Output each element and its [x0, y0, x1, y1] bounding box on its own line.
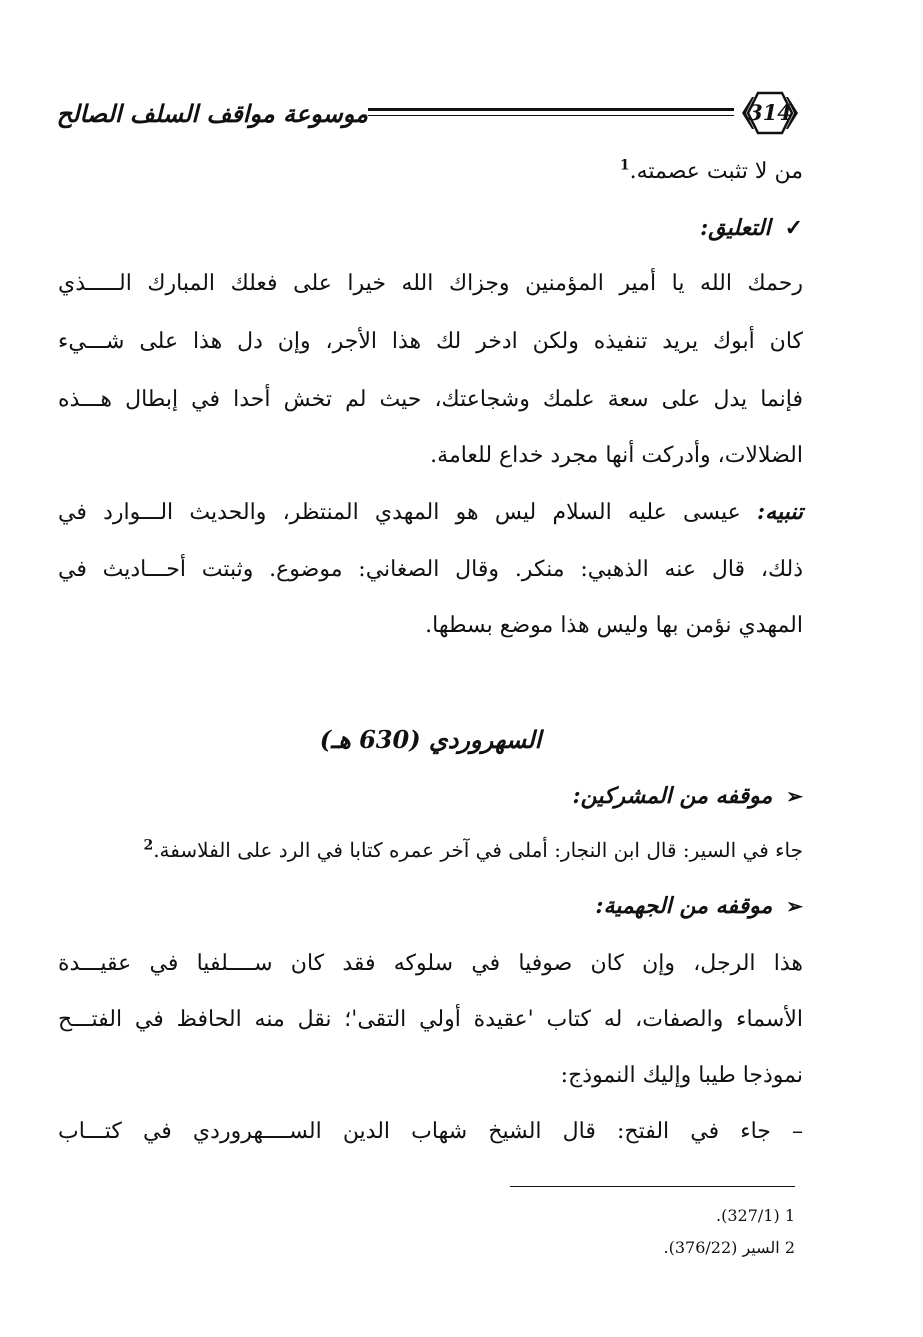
comment-heading: ✓التعليق: — [58, 208, 803, 248]
text-line: الضلالات، وأدركت أنها مجرد خداع للعامة. — [430, 443, 803, 468]
note-line: تنبيه: عيسى عليه السلام ليس هو المهدي المنتظر، والحديث الـــوارد في — [58, 499, 803, 525]
text-line: هذا الرجل، وإن كان صوفيا في سلوكه فقد كان ســــلفيا في عقيـــدة — [58, 951, 803, 976]
text-line: – جاء في الفتح: قال الشيخ شهاب الدين الســــهروردي في كتـــاب — [58, 1119, 803, 1144]
text-line: ذلك، قال عنه الذهبي: منكر. وقال الصغاني: موضوع. وثبتت أحـــاديث في — [58, 557, 803, 582]
text-line: المهدي نؤمن بها وليس هذا موضع بسطها. — [425, 613, 803, 638]
check-icon: ✓ — [784, 215, 803, 241]
footnote-2 — [400, 1236, 795, 1260]
arrow-head-icon: ➢ — [786, 784, 803, 808]
arrow-head-icon: ➢ — [786, 894, 803, 918]
text-line: من لا تثبت عصمته.$^1$ — [619, 157, 803, 184]
subheading-mushrikin: ➢موقفه من المشركين: — [58, 776, 803, 816]
section-title: السهروردي (630 هـ) — [319, 725, 542, 754]
page-header — [50, 88, 820, 150]
footnote-ref: 1 — [619, 157, 630, 174]
subheading-jahmiyya: ➢موقفه من الجهمية: — [58, 886, 803, 926]
book-title: موسوعة مواقف السلف الصالح — [56, 99, 368, 128]
note-label: تنبيه: — [757, 499, 803, 525]
text-line: رحمك الله يا أمير المؤمنين وجزاك الله خيرا على فعلك المبارك الـــــذي — [58, 271, 803, 296]
text-line: نموذجا طيبا وإليك النموذج: — [560, 1063, 803, 1088]
text-line: جاء في السير: قال ابن النجار: أملى في آخر عمره كتابا في الرد على الفلاسفة.$^2$ — [143, 837, 803, 862]
footnote-text: السير (376/22). — [663, 1238, 780, 1257]
footnote-rule — [510, 1186, 795, 1187]
header-rule — [368, 108, 734, 111]
footnote-number: 1 — [784, 1206, 795, 1225]
text-line: الأسماء والصفات، له كتاب 'عقيدة أولي التقى'؛ نقل منه الحافظ في الفتـــح — [58, 1007, 803, 1032]
page-number: 314 — [748, 100, 792, 125]
header-rule-thin — [368, 115, 734, 116]
footnote-number: 2 — [784, 1238, 795, 1257]
page-number-badge — [738, 88, 802, 138]
footnote-1 — [400, 1204, 795, 1228]
footnote-text: (327/1). — [716, 1206, 780, 1225]
text-line: فإنما يدل على سعة علمك وشجاعتك، حيث لم تخش أحدا في إبطال هـــذه — [58, 387, 803, 412]
text-line: كان أبوك يريد تنفيذه ولكن ادخر لك هذا الأجر، وإن دل هذا على شـــيء — [58, 329, 803, 354]
footnote-ref: 2 — [143, 837, 154, 854]
